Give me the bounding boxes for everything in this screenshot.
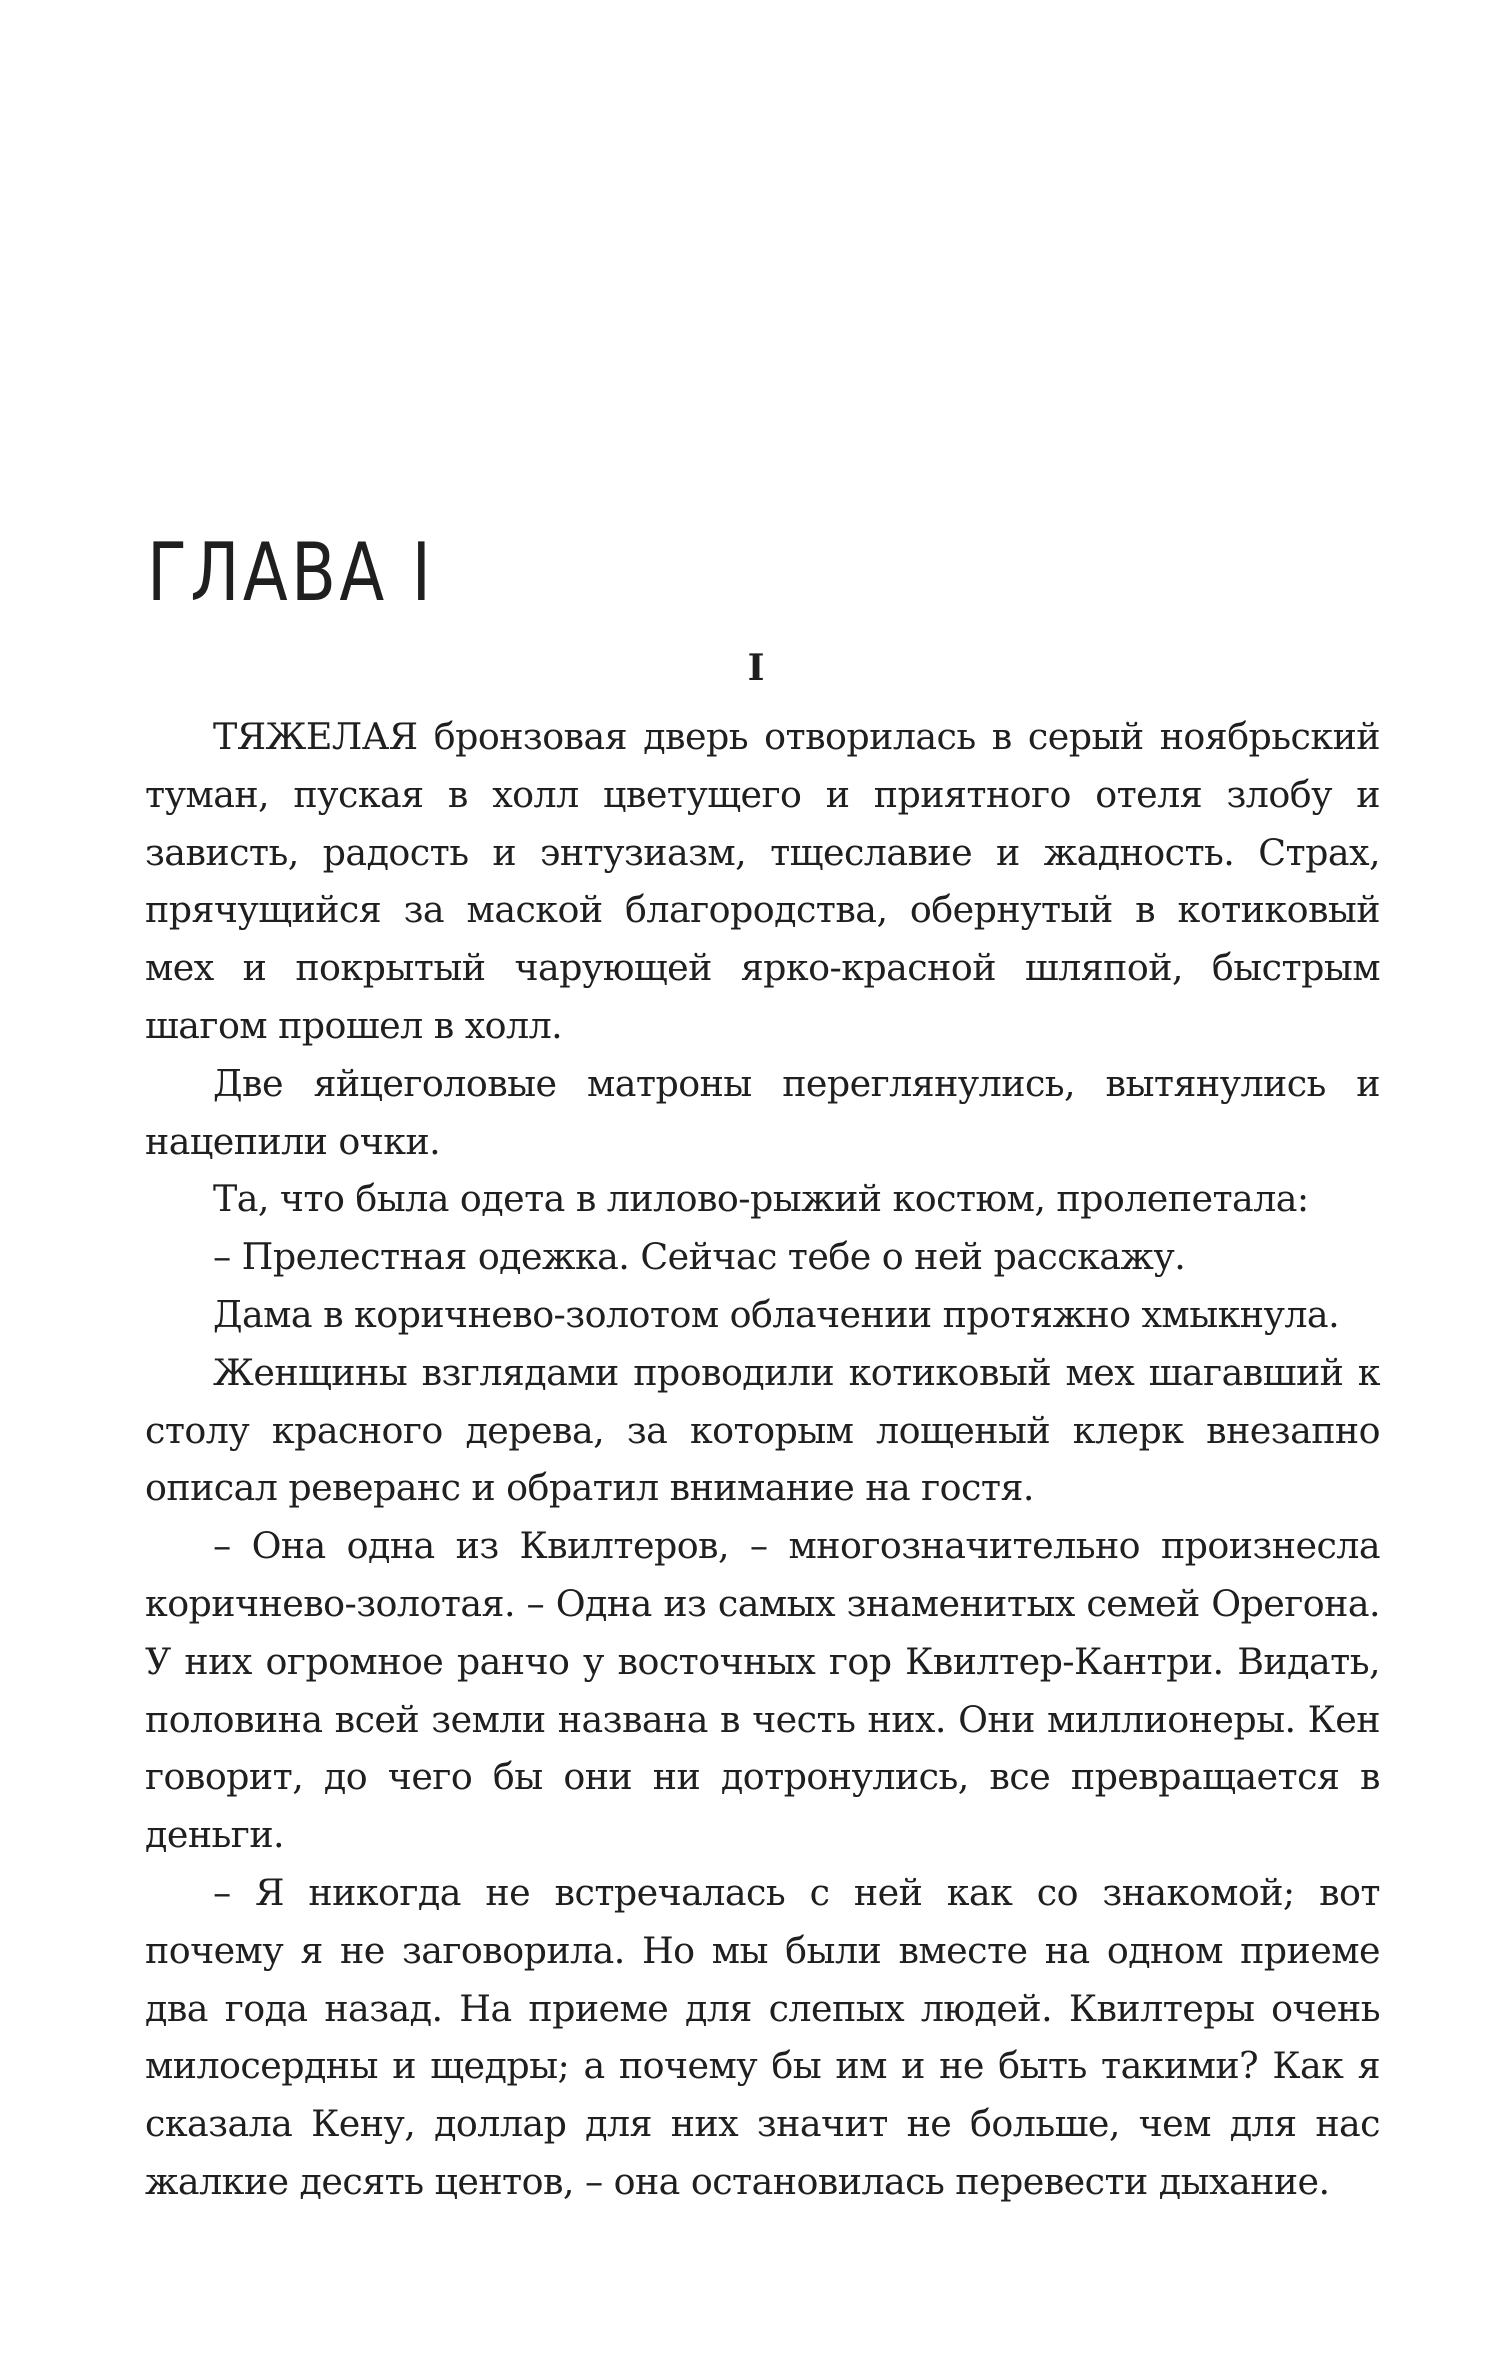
section-number: I — [747, 647, 765, 689]
paragraph: Дама в коричнево-золотом облачении протяжно хмыкнула. — [213, 1292, 1340, 1336]
paragraph: Женщины взглядами проводили котиковый мех шагавший к столу красного дерева, за которым лощеный клерк внезапно описал реверанс и обратил внимание на гостя. — [145, 1350, 1380, 1510]
paragraph: – Я никогда не встречалась с ней как со знакомой; вот почему я не заговорила. Но мы были вместе на одном приеме два года назад. На приеме для слепых людей. Квилтеры очень милосердны и щедры; а почему бы им и не быть такими? Как я сказала Кену, доллар для них значит не больше, чем для нас жалкие десять центов, – она остановилась перевести дыхание. — [145, 1870, 1380, 2203]
paragraph: Та, что была одета в лилово-рыжий костюм, пролепетала: — [213, 1177, 1309, 1221]
body-text — [145, 708, 1380, 2211]
paragraph: ТЯЖЕЛАЯ бронзовая дверь отворилась в серый ноябрьский туман, пуская в холл цветущего и приятного отеля злобу и зависть, радость и энтузиазм, тщеславие и жадность. Страх, прячущийся за маской благородства, обернутый в котиковый мех и покрытый чарующей ярко-красной шляпой, быстрым шагом прошел в холл. — [145, 715, 1380, 1047]
paragraph: – Она одна из Квилтеров, – многозначительно произнесла коричнево-золотая. – Одна из самых знаменитых семей Орегона. У них огромное ранчо у восточных гор Квилтер-Кантри. Видать, половина всей земли названа в честь них. Они миллионеры. Кен говорит, до чего бы они ни дотронулись, все превращается в деньги. — [145, 1524, 1380, 1857]
paragraph: Две яйцеголовые матроны переглянулись, вытянулись и нацепили очки. — [145, 1061, 1380, 1163]
paragraph: – Прелестная одежка. Сейчас тебе о ней расскажу. — [213, 1235, 1186, 1279]
chapter-title: ГЛАВА I — [147, 526, 435, 619]
